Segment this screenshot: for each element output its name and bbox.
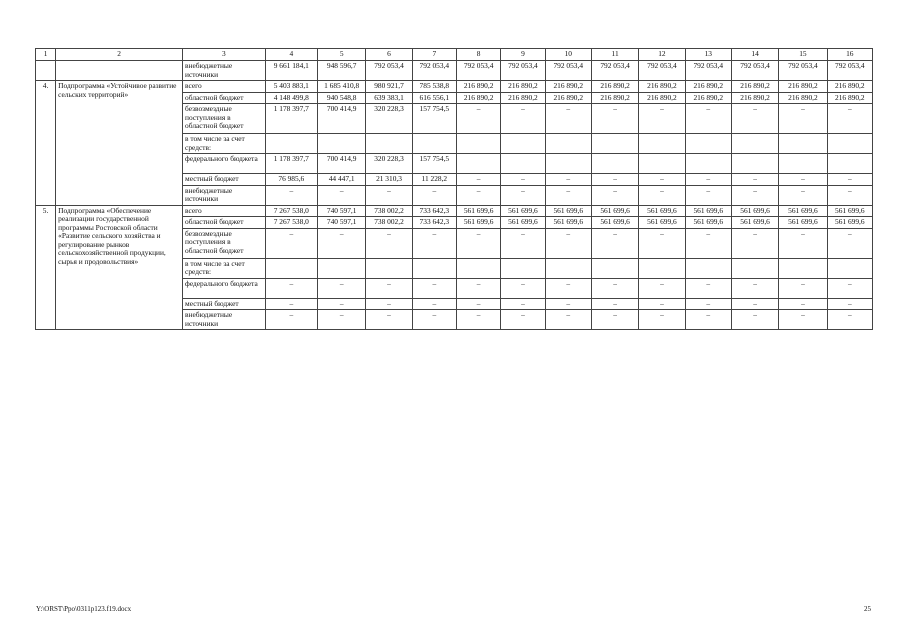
amount-cell: 1 178 397,7 — [265, 104, 317, 134]
header-cell: 10 — [545, 49, 591, 61]
header-cell: 6 — [366, 49, 412, 61]
amount-cell: – — [685, 228, 731, 258]
amount-cell: 792 053,4 — [591, 61, 638, 81]
amount-cell: – — [639, 104, 685, 134]
amount-cell: 980 921,7 — [366, 81, 412, 93]
amount-cell — [456, 154, 500, 174]
amount-cell: – — [731, 104, 778, 134]
amount-cell — [456, 258, 500, 278]
amount-cell — [366, 134, 412, 154]
funding-source-cell: федерального бюджета — [183, 278, 266, 298]
amount-cell: – — [779, 104, 827, 134]
amount-cell: 561 699,6 — [591, 205, 638, 217]
amount-cell: – — [591, 228, 638, 258]
amount-cell — [591, 134, 638, 154]
amount-cell — [318, 258, 366, 278]
amount-cell: – — [318, 228, 366, 258]
amount-cell — [685, 134, 731, 154]
amount-cell: – — [545, 310, 591, 330]
amount-cell: 216 890,2 — [779, 92, 827, 104]
amount-cell — [318, 134, 366, 154]
amount-cell: – — [731, 278, 778, 298]
amount-cell: 561 699,6 — [456, 205, 500, 217]
amount-cell: – — [779, 228, 827, 258]
amount-cell — [779, 258, 827, 278]
amount-cell: 561 699,6 — [731, 217, 778, 229]
amount-cell: 561 699,6 — [639, 205, 685, 217]
amount-cell: – — [501, 278, 545, 298]
amount-cell: – — [265, 185, 317, 205]
amount-cell: – — [827, 104, 872, 134]
amount-cell: 320 228,3 — [366, 154, 412, 174]
amount-cell: 4 148 499,8 — [265, 92, 317, 104]
header-cell: 4 — [265, 49, 317, 61]
amount-cell: – — [827, 310, 872, 330]
amount-cell: 792 053,4 — [731, 61, 778, 81]
funding-source-cell: всего — [183, 81, 266, 93]
table-row — [36, 61, 873, 81]
funding-source-cell: федерального бюджета — [183, 154, 266, 174]
amount-cell: – — [265, 298, 317, 310]
amount-cell: 7 267 538,0 — [265, 217, 317, 229]
amount-cell: – — [731, 228, 778, 258]
amount-cell: 44 447,1 — [318, 174, 366, 186]
amount-cell: – — [685, 104, 731, 134]
amount-cell: – — [827, 174, 872, 186]
row-number-cell: 5. — [36, 205, 56, 330]
funding-source-cell: областной бюджет — [183, 92, 266, 104]
header-cell: 8 — [456, 49, 500, 61]
amount-cell: 216 890,2 — [779, 81, 827, 93]
subprogram-name-cell — [56, 61, 183, 81]
amount-cell: 792 053,4 — [366, 61, 412, 81]
amount-cell — [545, 134, 591, 154]
amount-cell — [827, 258, 872, 278]
amount-cell: – — [731, 174, 778, 186]
funding-source-cell: всего — [183, 205, 266, 217]
amount-cell: 561 699,6 — [827, 205, 872, 217]
amount-cell: 792 053,4 — [545, 61, 591, 81]
amount-cell — [827, 154, 872, 174]
amount-cell: 561 699,6 — [456, 217, 500, 229]
amount-cell: 792 053,4 — [456, 61, 500, 81]
amount-cell: – — [318, 185, 366, 205]
amount-cell: 740 597,1 — [318, 205, 366, 217]
amount-cell: 792 053,4 — [827, 61, 872, 81]
amount-cell: – — [366, 278, 412, 298]
amount-cell: 11 228,2 — [412, 174, 456, 186]
footer-page-number: 25 — [864, 605, 871, 613]
header-cell: 13 — [685, 49, 731, 61]
amount-cell: – — [412, 310, 456, 330]
amount-cell: – — [639, 174, 685, 186]
amount-cell: 792 053,4 — [685, 61, 731, 81]
amount-cell: – — [591, 185, 638, 205]
amount-cell: 792 053,4 — [501, 61, 545, 81]
amount-cell: 7 267 538,0 — [265, 205, 317, 217]
amount-cell — [591, 258, 638, 278]
header-cell: 3 — [183, 49, 266, 61]
amount-cell — [685, 258, 731, 278]
amount-cell: – — [412, 278, 456, 298]
header-cell: 12 — [639, 49, 685, 61]
amount-cell: 561 699,6 — [501, 205, 545, 217]
budget-table — [35, 48, 873, 330]
amount-cell: 792 053,4 — [639, 61, 685, 81]
amount-cell: 216 890,2 — [501, 92, 545, 104]
amount-cell: – — [265, 278, 317, 298]
amount-cell: – — [639, 228, 685, 258]
amount-cell — [731, 134, 778, 154]
amount-cell: – — [685, 298, 731, 310]
amount-cell: – — [731, 298, 778, 310]
amount-cell: 216 890,2 — [827, 92, 872, 104]
amount-cell: – — [366, 228, 412, 258]
amount-cell: – — [779, 298, 827, 310]
amount-cell: 561 699,6 — [827, 217, 872, 229]
table-header-row — [36, 49, 873, 61]
header-cell: 7 — [412, 49, 456, 61]
amount-cell: 561 699,6 — [779, 217, 827, 229]
amount-cell: – — [827, 185, 872, 205]
amount-cell: – — [412, 298, 456, 310]
amount-cell — [545, 154, 591, 174]
amount-cell: 616 556,1 — [412, 92, 456, 104]
amount-cell: 1 685 410,8 — [318, 81, 366, 93]
amount-cell: – — [456, 228, 500, 258]
amount-cell — [731, 154, 778, 174]
subprogram-name-cell: Подпрограмма «Обеспечение реализации государственной программы Ростовской области «Развитие сельского хозяйства и регулирование рынков сельскохозяйственной продукции, сырья и продовольствия» — [56, 205, 183, 330]
amount-cell — [731, 258, 778, 278]
row-number-cell: 4. — [36, 81, 56, 206]
table-row — [36, 81, 873, 93]
amount-cell — [501, 134, 545, 154]
amount-cell: 76 985,6 — [265, 174, 317, 186]
amount-cell: – — [366, 185, 412, 205]
amount-cell — [639, 154, 685, 174]
amount-cell: – — [827, 278, 872, 298]
header-cell: 9 — [501, 49, 545, 61]
amount-cell: – — [501, 185, 545, 205]
amount-cell — [639, 258, 685, 278]
amount-cell: 216 890,2 — [501, 81, 545, 93]
amount-cell: – — [779, 310, 827, 330]
amount-cell: – — [366, 310, 412, 330]
amount-cell: – — [731, 185, 778, 205]
amount-cell: 733 642,3 — [412, 217, 456, 229]
amount-cell: 5 403 883,1 — [265, 81, 317, 93]
amount-cell: 561 699,6 — [639, 217, 685, 229]
amount-cell: – — [591, 298, 638, 310]
amount-cell: – — [545, 228, 591, 258]
amount-cell: – — [545, 104, 591, 134]
amount-cell: 792 053,4 — [412, 61, 456, 81]
amount-cell: – — [639, 185, 685, 205]
amount-cell: – — [591, 174, 638, 186]
amount-cell: – — [685, 278, 731, 298]
amount-cell: – — [456, 174, 500, 186]
row-number-cell — [36, 61, 56, 81]
amount-cell: – — [545, 278, 591, 298]
amount-cell: – — [827, 298, 872, 310]
funding-source-cell: внебюджетные источники — [183, 61, 266, 81]
amount-cell: 216 890,2 — [456, 81, 500, 93]
amount-cell — [366, 258, 412, 278]
amount-cell: – — [639, 298, 685, 310]
amount-cell: – — [265, 310, 317, 330]
amount-cell: – — [731, 310, 778, 330]
header-cell: 16 — [827, 49, 872, 61]
amount-cell: 561 699,6 — [591, 217, 638, 229]
amount-cell: – — [501, 228, 545, 258]
amount-cell — [827, 134, 872, 154]
amount-cell: 1 178 397,7 — [265, 154, 317, 174]
funding-source-cell: в том числе за счет средств: — [183, 258, 266, 278]
amount-cell — [779, 154, 827, 174]
amount-cell: 948 596,7 — [318, 61, 366, 81]
amount-cell: – — [501, 104, 545, 134]
amount-cell: 561 699,6 — [501, 217, 545, 229]
amount-cell — [685, 154, 731, 174]
amount-cell: 216 890,2 — [639, 81, 685, 93]
amount-cell: – — [545, 174, 591, 186]
amount-cell — [639, 134, 685, 154]
amount-cell — [501, 154, 545, 174]
amount-cell: – — [318, 298, 366, 310]
amount-cell: 639 383,1 — [366, 92, 412, 104]
amount-cell: – — [412, 185, 456, 205]
header-cell: 5 — [318, 49, 366, 61]
amount-cell: – — [827, 228, 872, 258]
amount-cell: – — [501, 298, 545, 310]
amount-cell: – — [501, 310, 545, 330]
amount-cell — [265, 258, 317, 278]
amount-cell — [412, 134, 456, 154]
amount-cell: 157 754,5 — [412, 154, 456, 174]
amount-cell: 792 053,4 — [779, 61, 827, 81]
amount-cell: – — [456, 104, 500, 134]
amount-cell — [456, 134, 500, 154]
amount-cell: 700 414,9 — [318, 154, 366, 174]
amount-cell: – — [456, 185, 500, 205]
amount-cell: 561 699,6 — [685, 205, 731, 217]
amount-cell: 216 890,2 — [639, 92, 685, 104]
amount-cell: 216 890,2 — [685, 81, 731, 93]
amount-cell: 561 699,6 — [545, 217, 591, 229]
subprogram-name-cell: Подпрограмма «Устойчивое развитие сельских территорий» — [56, 81, 183, 206]
amount-cell — [591, 154, 638, 174]
amount-cell: – — [412, 228, 456, 258]
amount-cell: – — [685, 174, 731, 186]
amount-cell: – — [779, 278, 827, 298]
amount-cell — [265, 134, 317, 154]
amount-cell: – — [545, 185, 591, 205]
amount-cell: – — [779, 174, 827, 186]
amount-cell: 561 699,6 — [779, 205, 827, 217]
amount-cell: – — [318, 310, 366, 330]
amount-cell: 216 890,2 — [685, 92, 731, 104]
amount-cell: – — [456, 298, 500, 310]
header-cell: 2 — [56, 49, 183, 61]
header-cell: 11 — [591, 49, 638, 61]
amount-cell: 157 754,5 — [412, 104, 456, 134]
amount-cell: 561 699,6 — [545, 205, 591, 217]
amount-cell: 740 597,1 — [318, 217, 366, 229]
amount-cell: – — [456, 278, 500, 298]
funding-source-cell: внебюджетные источники — [183, 310, 266, 330]
amount-cell: 738 002,2 — [366, 217, 412, 229]
amount-cell: 738 002,2 — [366, 205, 412, 217]
amount-cell — [412, 258, 456, 278]
amount-cell: 561 699,6 — [731, 205, 778, 217]
funding-source-cell: внебюджетные источники — [183, 185, 266, 205]
amount-cell: – — [501, 174, 545, 186]
amount-cell: – — [366, 298, 412, 310]
amount-cell — [779, 134, 827, 154]
amount-cell: – — [545, 298, 591, 310]
funding-source-cell: в том числе за счет средств: — [183, 134, 266, 154]
amount-cell: – — [591, 104, 638, 134]
header-cell: 14 — [731, 49, 778, 61]
amount-cell: – — [685, 185, 731, 205]
amount-cell: 21 310,3 — [366, 174, 412, 186]
amount-cell: 216 890,2 — [456, 92, 500, 104]
amount-cell: 216 890,2 — [545, 81, 591, 93]
amount-cell: – — [639, 310, 685, 330]
amount-cell: 940 548,8 — [318, 92, 366, 104]
amount-cell: – — [685, 310, 731, 330]
amount-cell: 216 890,2 — [731, 92, 778, 104]
amount-cell: 216 890,2 — [731, 81, 778, 93]
amount-cell: – — [456, 310, 500, 330]
funding-source-cell: безвозмездные поступления в областной бюджет — [183, 104, 266, 134]
header-cell: 15 — [779, 49, 827, 61]
amount-cell: 216 890,2 — [591, 92, 638, 104]
amount-cell: 216 890,2 — [827, 81, 872, 93]
amount-cell: 216 890,2 — [591, 81, 638, 93]
funding-source-cell: местный бюджет — [183, 174, 266, 186]
header-cell: 1 — [36, 49, 56, 61]
amount-cell: – — [591, 310, 638, 330]
amount-cell: 785 538,8 — [412, 81, 456, 93]
amount-cell: 700 414,9 — [318, 104, 366, 134]
table-row — [36, 205, 873, 217]
amount-cell: – — [318, 278, 366, 298]
funding-source-cell: областной бюджет — [183, 217, 266, 229]
footer-file-path: Y:\ORST\Ppo\0311p123.f19.docx — [36, 605, 132, 613]
amount-cell — [501, 258, 545, 278]
amount-cell: – — [265, 228, 317, 258]
funding-source-cell: местный бюджет — [183, 298, 266, 310]
amount-cell: – — [779, 185, 827, 205]
amount-cell: 733 642,3 — [412, 205, 456, 217]
amount-cell: 9 661 184,1 — [265, 61, 317, 81]
amount-cell: – — [639, 278, 685, 298]
amount-cell: 320 228,3 — [366, 104, 412, 134]
amount-cell: – — [591, 278, 638, 298]
amount-cell: 216 890,2 — [545, 92, 591, 104]
amount-cell: 561 699,6 — [685, 217, 731, 229]
funding-source-cell: безвозмездные поступления в областной бюджет — [183, 228, 266, 258]
amount-cell — [545, 258, 591, 278]
